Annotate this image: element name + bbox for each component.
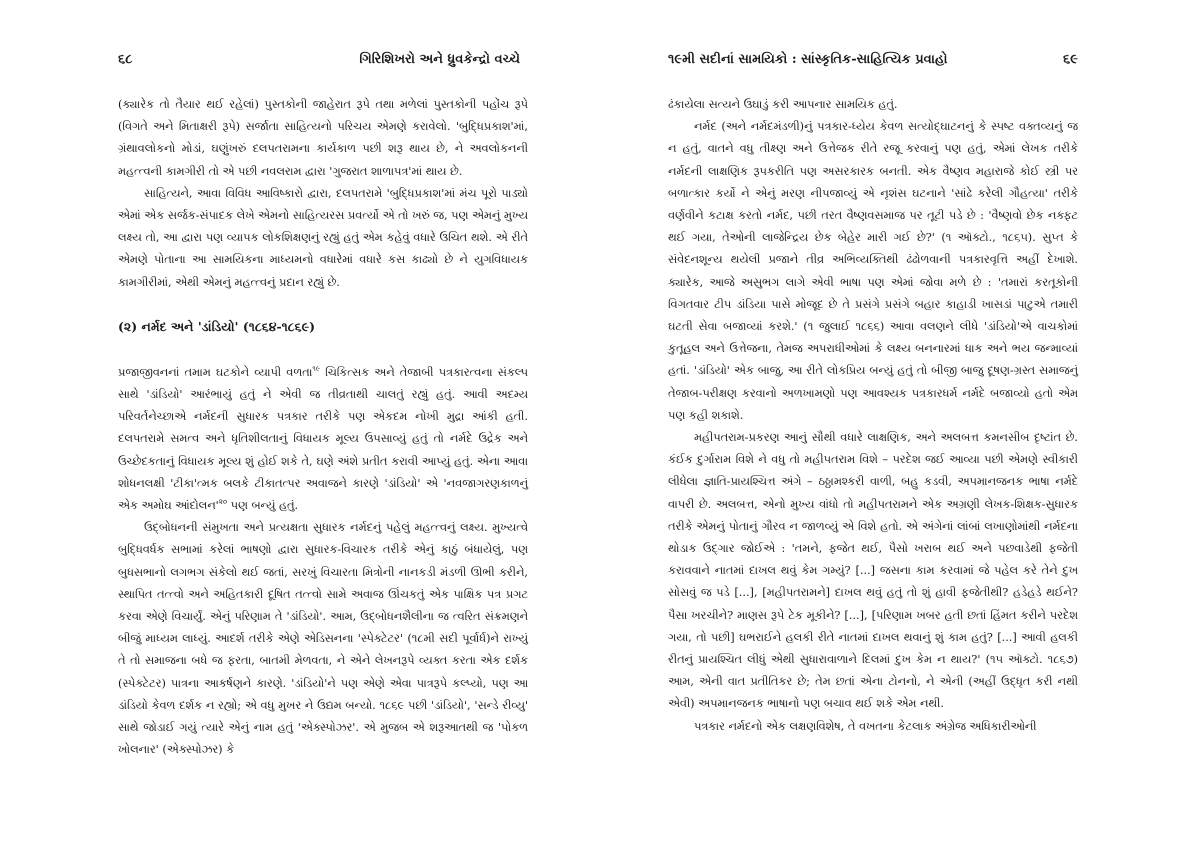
- left-page-number: ૬૮: [118, 52, 133, 67]
- paragraph-3-part-1: પ્રજાજીવનનાં તમામ ઘટકોને વ્યાપી વળતા: [118, 365, 313, 379]
- right-page-body: [668, 94, 1078, 738]
- footnote-marker-20: ૨૦: [218, 498, 228, 507]
- right-paragraph-3: મહીપતરામ-પ્રકરણ આનું સૌથી વધારે લાક્ષણિક, અને અલબત્ત કમનસીબ દૃષ્ટાંત છે. કંઈક દુર્ગારામ વિશે ને વધુ તો મહીપતરામ વિશે – પરદેશ જઈ આવ્યા પછી એમણે સ્વીકારી લીધેલા જ્ઞાતિ-પ્રાયશ્ચિત્ત અંગે – ઠઠ્ઠામશ્કરી વાળી, બહુ કડવી, અપમાનજનક ભાષા નર્મદે વાપરી છે. અલબત્ત, એનો મુખ્ય વાંધો તો મહીપતરામને એક અગ્રણી લેખક-શિક્ષક-સુધારક તરીકે એમનું પોતાનું ગૌરવ ન જાળવ્યું એ વિશે હતો. એ અંગેનાં લાંબાં લખાણોમાંથી નર્મદના થોડાક ઉદ્ગાર જોઈએ : 'તમને, ફજેત થઈ, પૈસો ખરાબ થઈ અને પછવાડેથી ફજેતી કરાવવાને નાતમાં દાખલ થવું કેમ ગમ્યું? [...] જસના કામ કરવામાં જે પહેલ કરે તેને દુખ સોસવું જ પડે [...], [મહીપતરામને] દાખલ થવું હતું તો શું હાવી ફજેતીથી? હડેહડે થઈને? પૈસા ખરચીને? માણસ રૂપે ટેક મૂકીને? [...], [પરિણામ ખબર હતી છતાં હિંમત કરીને પરદેશ ગયા, તો પછી] ઘભરાઈને હલકી રીતે નાતમાં દાખલ થવાનું શું કામ હતું? [...] આવી હલકી રીતનું પ્રાયશ્ચિત લીધું એથી સુધારાવાળાને દિલમાં દુખ કેમ ન થાય?' (૧૫ ઑક્ટો. ૧૮૬૭) આમ, એની વાત પ્રતીતિકર છે; તેમ છતાં એના ટોનનો, ને એની (અહીં ઉદ્ધૃત કરી નથી એવી) અપમાનજનક ભાષાનો પણ બચાવ થઈ શકે એમ નથી.: [668, 431, 1078, 711]
- left-page: [118, 52, 528, 761]
- left-paragraph-2: સાહિત્યને, આવા વિવિધ આવિષ્કારો દ્વારા, દલપતરામે 'બુદ્ધિપ્રકાશ'માં મંચ પૂરો પાડ્યો એમાં એક સર્જક-સંપાદક લેખે એમનો સાહિત્યરસ પ્રવર્ત્યો એ તો ખરું જ, પણ એમનું મુખ્ય લક્ષ્ય તો, આ દ્વારા પણ વ્યાપક લોકશિક્ષણનું રહ્યું હતું એમ કહેવું વધારે ઉચિત થશે. એ રીતે એમણે પોતાના આ સામયિકના માધ્યમનો વધારેમાં વધારે કસ કાઢ્યો છે ને યુગવિધાયક કામગીરીમાં, એથી એમનું મહત્ત્વનું પ્રદાન રહ્યું છે.: [118, 186, 528, 289]
- left-paragraph-4: ઉદ્બોધનની સંમુખતા અને પ્રત્યક્ષતા સુધારક નર્મદનું પહેલું મહત્ત્વનું લક્ષ્ય. મુખ્યત્વે બુદ્ધિવર્ધક સભામાં કરેલાં ભાષણો દ્વારા સુધારક-વિચારક તરીકે એનું કાઠું બંધાયેલું, પણ બુધસભાનો લગભગ સંકેલો થઈ જતાં, સરખું વિચારતા મિત્રોની નાનકડી મંડળી ઊભી કરીને, સ્થાપિત તત્ત્વો અને અહિતકારી દૂષિત તત્ત્વો સામે અવાજ ઊંચકતું એક પાક્ષિક પત્ર પ્રગટ કરવા એણે વિચાર્યું. એનું પરિણામ તે 'ડાંડિયો'. આમ, ઉદ્બોધનશૈલીના જ ત્વરિત સંક્રમણને બીજું માધ્યમ લાધ્યું. આદર્શ તરીકે એણે એડિસનના 'સ્પેક્ટેટર' (૧૮મી સદી પૂર્વાર્ધ)ને રાખ્યું તે તો સમાજના બધે જ ફરતા, બાતમી મેળવતા, ને એને લેખનરૂપે વ્યક્ત કરતા એક દર્શક (સ્પેક્ટેટર) પાત્રના આકર્ષણને કારણે. 'ડાંડિયો'ને પણ એણે એવા પાત્રરૂપે કલ્પ્યો, પણ આ ડાંડિયો કેવળ દર્શક ન રહ્યો; એ વધુ મુખર ને ઉદ્યમ બન્યો. ૧૮૬૯ પછી 'ડાંડિયો', 'સન્ડે રીવ્યુ' સાથે જોડાઈ ગયું ત્યારે એનું નામ હતું 'એક્સ્પોઝર'. એ મુજબ એ શરૂઆતથી જ 'પોકળ ખોલનાર' (એક્સ્પોઝર) કે: [118, 521, 529, 757]
- paragraph-3-part-3: પણ બન્યું હતું.: [227, 499, 299, 513]
- right-paragraph-4: પત્રકાર નર્મદનો એક લક્ષણવિશેષ, તે વખતના કેટલાક અંગ્રેજ અધિકારીઓની: [694, 719, 1037, 733]
- right-paragraph-2: નર્મદ (અને નર્મદમંડળી)નું પત્રકાર-ધ્યેય કેવળ સત્યોદ્ઘાટનનું કે સ્પષ્ટ વક્તવ્યનું જ ન હતું, વાતને વધુ તીક્ષ્ણ અને ઉત્તેજક રીતે રજૂ કરવાનું પણ હતું, એમાં લેખક તરીકે નર્મદની લાક્ષણિક રૂપકરીતિ પણ અસરકારક બનતી. એક વૈષ્ણવ મહારાજે કોઈ સ્ત્રી પર બળાત્કાર કર્યો ને એનું મરણ નીપજાવ્યું એ નૃશંસ ઘટનાને 'સાંઢે કરેલી ગૌહત્યા' તરીકે વર્ણવીને કટાક્ષ કરતો નર્મદ, પછી તરત વૈષ્ણવસમાજ પર તૂટી પડે છે : 'વૈષ્ણવો છેક નક્ફટ થઈ ગયા, તેઓની લાજેન્દ્રિય છેક બેહેર મારી ગઈ છે?' (૧ ઑક્ટો., ૧૮૬૫). સુપ્ત કે સંવેદનશૂન્ય થયેલી પ્રજાને તીવ્ર અભિવ્યક્તિથી ઢંઢોળવાની પત્રકારવૃત્તિ અહીં દેખાશે. ક્યારેક, આજે અસુભગ લાગે એવી ભાષા પણ એમાં જોવા મળે છે : 'તમારાં કરતૂકોની વિગતવાર ટીપ ડાંડિયા પાસે મોજૂદ છે તે પ્રસંગે પ્રસંગે બહાર કાહાડી ખાસડાં પાટુએ તમારી ઘટતી સેવા બજાવ્યાં કરશે.' (૧ જુલાઈ ૧૮૬૬) આવા વલણને લીધે 'ડાંડિયો'એ વાચકોમાં કુતૂહલ અને ઉત્તેજના, તેમજ અપરાધીઓમાં કે લક્ષ્ય બનનારમાં ધાક અને ભય જન્માવ્યાં હતાં. 'ડાંડિયો' એક બાજુ, આ રીતે લોકપ્રિય બન્યું હતું તો બીજી બાજુ દૂષણ-ગ્રસ્ત સમાજનું તેજાબ-પરીક્ષણ કરવાનો અળખામણો પણ આવશ્યક પત્રકારધર્મ નર્મદે બજાવ્યો હતો એમ પણ કહી શકાશે.: [668, 120, 1078, 422]
- section-heading: (૨) નર્મદ અને 'ડાંડિયો' (૧૮૬૪-૧૮૬૯): [118, 318, 315, 334]
- left-paragraph-3: [118, 362, 528, 517]
- right-running-title: ૧૯મી સદીનાં સામયિકો : સાંસ્કૃતિક-સાહિત્યિક પ્રવાહો: [668, 52, 948, 67]
- paragraph-3-part-2: ચિકિત્સક અને તેજાબી પત્રકારત્વના સંકલ્પ સાથે 'ડાંડિયો' આરંભાયું હતું ને એવી જ તીવ્રતાથી ચાલતું રહ્યું હતું. આવી અદમ્ય પરિવર્તનેચ્છાએ નર્મદની સુધારક પત્રકાર તરીકે પણ એકદમ નોખી મુદ્રા આંકી હતી. દલપતરામે સમત્વ અને ધૃતિશીલતાનું વિધાયક મૂલ્ય ઉપસાવ્યું હતું તો નર્મદે ઉદ્રેક અને ઉચ્છેદકતાનું વિધાયક મૂલ્ય શું હોઈ શકે તે, ઘણે અંશે પ્રતીત કરાવી આપ્યું હતું. એના આવા શોધનલક્ષી 'ટીકા'ત્મક બલકે ટીકાતત્પર અવાજને કારણે 'ડાંડિયો' એ 'નવજાગરણકાળનું એક અમોઘ આંદોલન': [118, 365, 529, 513]
- footnote-marker-19: ૧૯: [312, 365, 320, 374]
- right-page-number: ૬૯: [1063, 52, 1078, 67]
- left-paragraph-1: (ક્યારેક તો તૈયાર થઈ રહેલાં) પુસ્તકોની જાહેરાત રૂપે તથા મળેલાં પુસ્તકોની પહોંચ રૂપે (વિગતે અને મિતાક્ષરી રૂપે) સર્જાતા સાહિત્યનો પરિચય એમણે કરાવેલો. 'બુદ્ધિપ્રકાશ'માં, ગ્રંથાવલોકનો મોડાં, ઘણુંખરું દલપતરામના કાર્યકાળ પછી શરૂ થાય છે, ને અવલોકનની મહત્ત્વની કામગીરી તો એ પછી નવલરામ દ્વારા 'ગુજરાત શાળાપત્ર'માં થાય છે.: [118, 98, 528, 178]
- right-paragraph-1: ઢંકાયેલા સત્યને ઉઘાડું કરી આપનાર સામયિક હતું.: [668, 98, 898, 111]
- right-page-header: [668, 52, 1078, 76]
- left-page-header: [118, 52, 528, 76]
- right-page: [668, 52, 1078, 738]
- left-running-title: ગિરિશિખરો અને ધ્રુવકેન્દ્રો વચ્ચે: [359, 52, 520, 67]
- left-page-body: [118, 94, 528, 761]
